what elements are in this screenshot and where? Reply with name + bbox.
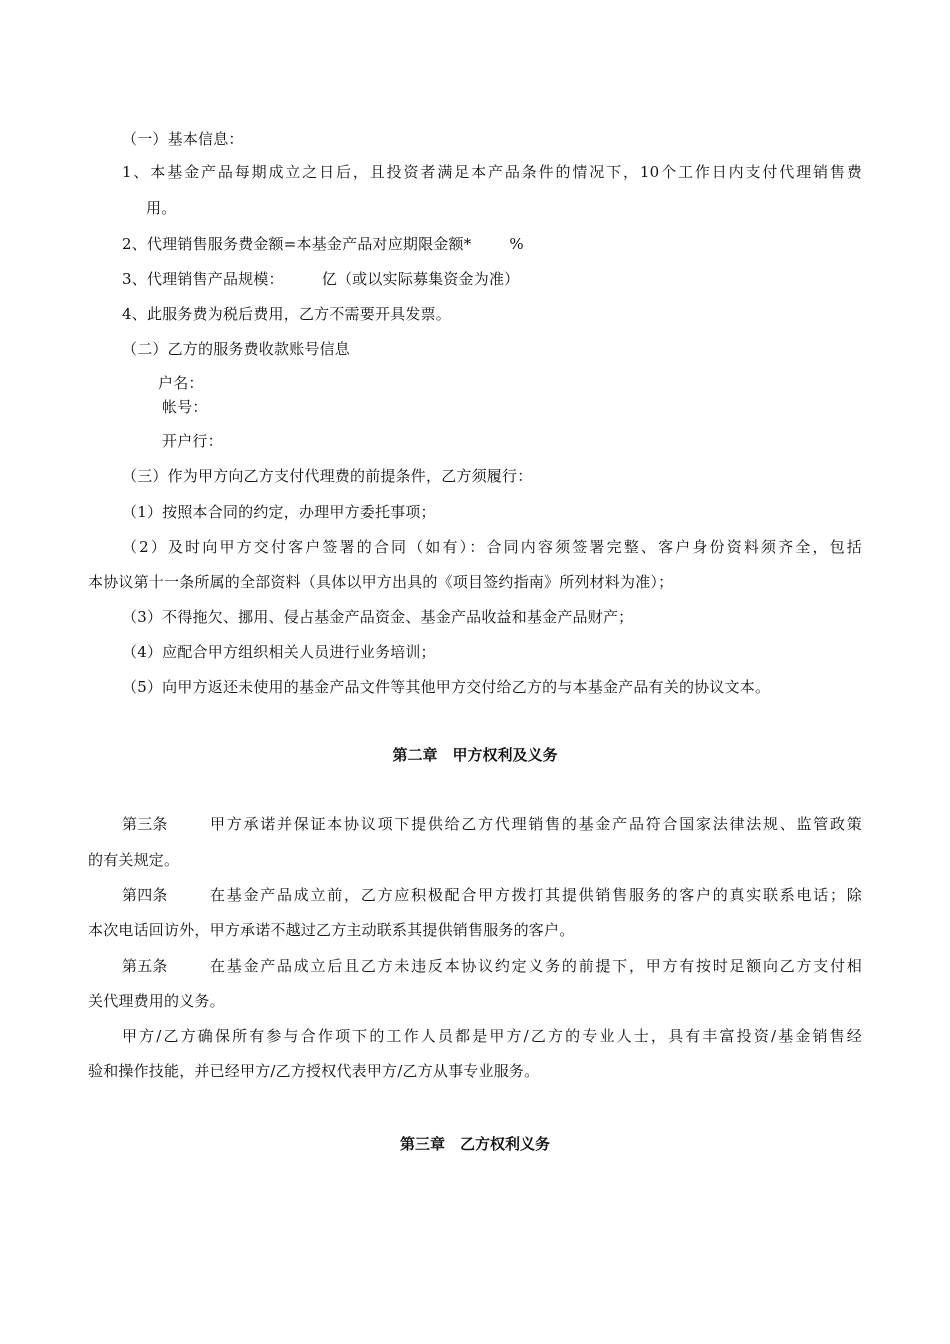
basic-item-3 [122, 269, 519, 289]
staff-paragraph-cont: 验和操作技能，并已经甲方/乙方授权代表甲方/乙方从事专业服务。 [88, 1062, 540, 1080]
article-4-cont: 本次电话回访外，甲方承诺不越过乙方主动联系其提供销售服务的客户。 [88, 921, 575, 939]
article-5-label: 第五条 [122, 957, 168, 975]
basic-item-3-unit: 亿（或以实际募集资金为准） [321, 270, 520, 288]
article-4-label: 第四条 [122, 886, 168, 904]
article-5-text: 在基金产品成立后且乙方未违反本协议约定义务的前提下，甲方有按时足额向乙方支付相 [210, 957, 862, 975]
account-number-label: 帐号： [162, 398, 208, 416]
condition-3: （3）不得拖欠、挪用、侵占基金产品资金、基金产品收益和基金产品财产； [122, 608, 634, 626]
section-account-title: （二）乙方的服务费收款账号信息 [122, 340, 351, 358]
condition-5: （5）向甲方返还未使用的基金产品文件等其他甲方交付给乙方的与本基金产品有关的协议文本。 [122, 678, 771, 696]
article-5-cont: 关代理费用的义务。 [88, 992, 225, 1010]
basic-item-1-cont: 用。 [146, 199, 177, 217]
condition-2: （2）及时向甲方交付客户签署的合同（如有）：合同内容须签署完整、客户身份资料须齐全，包括 [122, 538, 862, 556]
staff-paragraph: 甲方/乙方确保所有参与合作项下的工作人员都是甲方/乙方的专业人士，具有丰富投资/基金销售经 [122, 1027, 862, 1045]
chapter-2-heading: 第二章 甲方权利及义务 [392, 746, 558, 764]
basic-item-2 [122, 234, 524, 254]
basic-item-4: 4、此服务费为税后费用，乙方不需要开具发票。 [122, 305, 451, 323]
article-3-text: 甲方承诺并保证本协议项下提供给乙方代理销售的基金产品符合国家法律法规、监管政策 [210, 815, 862, 833]
section-conditions-title: （三）作为甲方向乙方支付代理费的前提条件，乙方须履行： [122, 467, 533, 485]
basic-item-2-text: 2、代理销售服务费金额=本基金产品对应期限金额* [122, 235, 472, 253]
article-3-label: 第三条 [122, 815, 168, 833]
percent-sign: % [509, 235, 524, 253]
condition-1: （1）按照本合同的约定，办理甲方委托事项； [122, 503, 436, 521]
article-3-cont: 的有关规定。 [88, 851, 180, 869]
account-bank-label: 开户行： [162, 432, 223, 450]
account-name-label: 户名： [158, 374, 204, 392]
basic-item-1: 1、本基金产品每期成立之日后，且投资者满足本产品条件的情况下，10个工作日内支付代理销售费 [122, 163, 862, 181]
chapter-3-heading: 第三章 乙方权利义务 [399, 1135, 550, 1153]
article-4-text: 在基金产品成立前，乙方应积极配合甲方拨打其提供销售服务的客户的真实联系电话；除 [210, 886, 862, 904]
condition-4: （4）应配合甲方组织相关人员进行业务培训； [122, 643, 436, 661]
condition-2-cont: 本协议第十一条所属的全部资料（具体以甲方出具的《项目签约指南》所列材料为准）； [88, 573, 674, 591]
basic-item-3-label: 3、代理销售产品规模： [122, 270, 284, 288]
section-basic-title: （一）基本信息： [122, 130, 244, 148]
